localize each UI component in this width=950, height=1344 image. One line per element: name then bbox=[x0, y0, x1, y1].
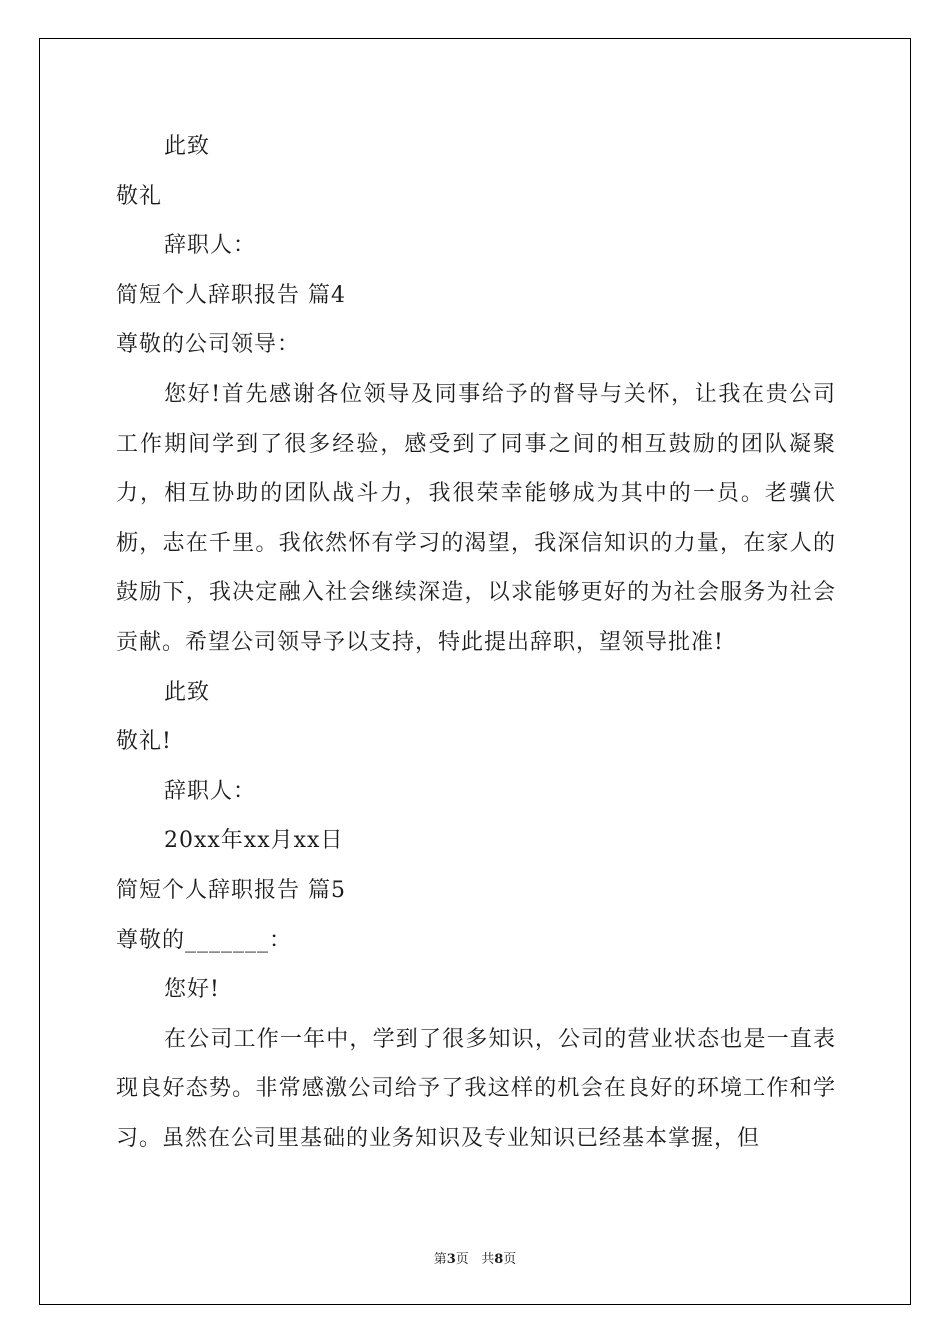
section-heading-5: 简短个人辞职报告 篇5 bbox=[116, 877, 346, 903]
total-suffix: 页 bbox=[503, 1252, 517, 1267]
page-number: 3 bbox=[446, 1252, 456, 1267]
letter-date: 20xx年xx月xx日 bbox=[164, 828, 344, 854]
document-body bbox=[116, 122, 836, 1163]
section-heading-4: 简短个人辞职报告 篇4 bbox=[116, 282, 346, 308]
closing-regards: 敬礼! bbox=[116, 729, 172, 755]
closing-salutation: 此致 bbox=[164, 134, 211, 159]
closing-salutation: 此致 bbox=[164, 679, 211, 705]
page-total: 8 bbox=[494, 1252, 504, 1267]
letter-greeting: 尊敬的公司领导： bbox=[116, 332, 301, 358]
signature-label: 辞职人： bbox=[164, 778, 257, 804]
page-footer bbox=[0, 1248, 950, 1267]
signature-label: 辞职人： bbox=[164, 233, 257, 259]
letter-body-paragraph: 在公司工作一年中，学到了很多知识，公司的营业状态也是一直表现良好态势。非常感激公司给予了我这样的机会在良好的环境工作和学习。虽然在公司里基础的业务知识及专业知识已经基本掌握，但 bbox=[116, 1026, 836, 1151]
page-prefix: 第 bbox=[433, 1252, 447, 1267]
letter-greeting: 尊敬的_______： bbox=[116, 927, 293, 953]
letter-body-paragraph: 您好!首先感谢各位领导及同事给予的督导与关怀，让我在贵公司工作期间学到了很多经验，感受到了同事之间的相互鼓励的团队凝聚力，相互协助的团队战斗力，我很荣幸能够成为其中的一员。老骥伏枥，志在千里。我依然怀有学习的渴望，我深信知识的力量，在家人的鼓励下，我决定融入社会继续深造，以求能够更好的为社会服务为社会贡献。希望公司领导予以支持，特此提出辞职，望领导批准! bbox=[116, 381, 836, 655]
closing-regards: 敬礼 bbox=[116, 183, 163, 209]
page-suffix: 页 bbox=[455, 1252, 469, 1267]
letter-opening: 您好! bbox=[164, 977, 220, 1003]
total-prefix: 共 bbox=[481, 1252, 495, 1267]
